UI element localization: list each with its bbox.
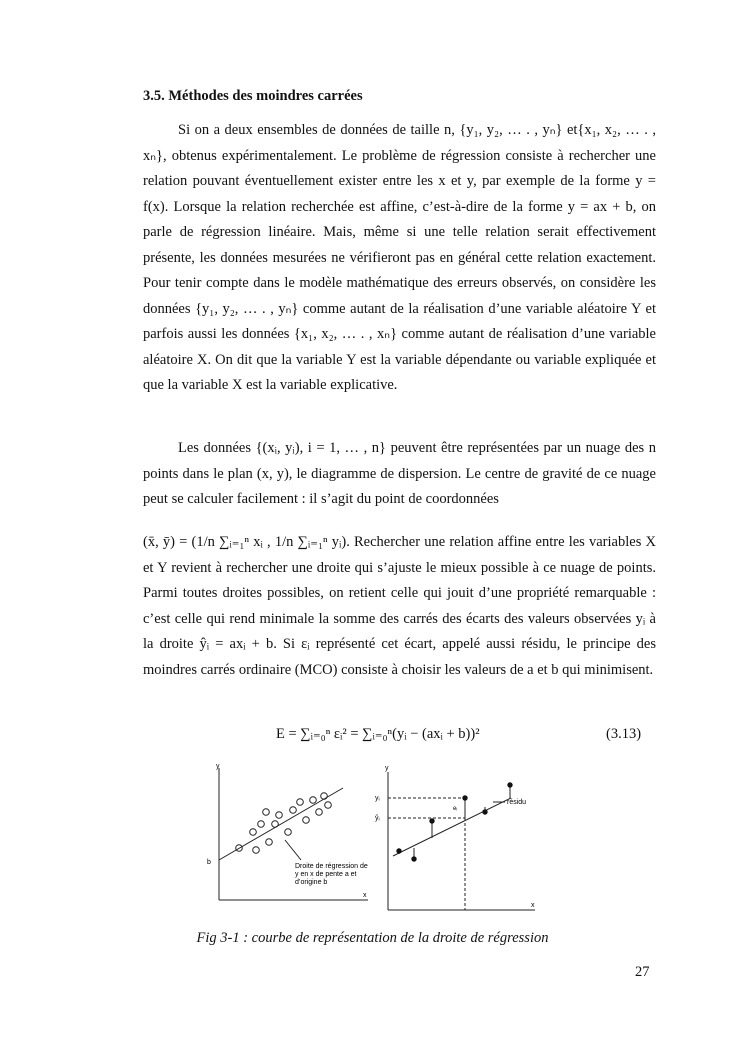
scatter-point: [297, 799, 304, 806]
right-y-label: y: [385, 765, 389, 772]
scatter-point: [285, 829, 292, 836]
yhat-label: ŷᵢ: [375, 815, 380, 822]
paragraph-scatter-plot: Les données {(xᵢ, yᵢ), i = 1, … , n} peuvent être représentées par un nuage des n points dans le plan (x, y), le diagramme de dispersion. Le centre de gravité de ce nuage peut se calculer facilement : il s’agit du point de coordonnées: [143, 440, 656, 507]
scatter-point: [272, 821, 279, 828]
regression-figure: [203, 760, 543, 920]
scatter-point: [303, 817, 310, 824]
scatter-point: [266, 839, 273, 846]
yi-label: yᵢ: [375, 795, 380, 802]
left-panel: [219, 768, 368, 900]
ei-label: eᵢ: [453, 806, 458, 812]
scatter-point: [276, 812, 283, 819]
right-x-label: x: [531, 902, 535, 909]
data-point: [429, 818, 434, 823]
data-point: [396, 848, 401, 853]
equation-number: (3.13): [606, 726, 642, 742]
paragraph-least-squares-intro: Si on a deux ensembles de données de taille n, {y₁, y₂, … . , yₙ} et{x₁, x₂, … . , xₙ}, obtenus expérimentalement. Le problème de régression consiste à rechercher une relation pouvant éventuellement exister entre les x et y, par exemple de la forme y = f(x). Lorsque la relation recherchée est affine, c’est-à-dire de la forme y = ax + b, on parle de régression linéaire. Mais, même si une telle relation serait effectivement présente, les données mesurées ne vérifieront pas en général cette relation exactement. Pour tenir compte dans le modèle mathématique des erreurs observés, on considère les données {y₁, y₂, … . , yₙ} comme autant de la réalisation d’une variable aléatoire Y et parfois aussi les données {x₁, x₂, … . , xₙ} comme autant de réalisation d’une variable aléatoire X. On dit que la variable Y est la variable dépendante ou variable expliquée et que la variable X est la variable explicative.: [143, 122, 656, 393]
scatter-point: [290, 807, 297, 814]
annotation-line-1: Droite de régression de: [295, 863, 368, 870]
residu-label: résidu: [507, 799, 527, 806]
left-x-label: x: [363, 892, 367, 899]
intercept-label: b: [207, 859, 211, 866]
right-regression-line: [393, 798, 511, 856]
scatter-point: [253, 847, 260, 854]
paragraph-center-of-gravity: (x̄, ȳ) = (1/n ∑ᵢ₌₁ⁿ xᵢ , 1/n ∑ᵢ₌₁ⁿ yᵢ). Rechercher une relation affine entre les variables X et Y revient à rechercher une droite qui s’ajuste le mieux possible à ce nuage de points. Parmi toutes droites possibles, on retient celle qui jouit d’une propriété remarquable : c’est celle qui rend minimale la somme des carrés des écarts des valeurs observées yᵢ à la droite ŷᵢ = axᵢ + b. Si εᵢ représenté cet écart, appelé aussi résidu, le principe des moindres carrés ordinaire (MCO) consiste à choisir les valeurs de a et b qui minimisent.: [143, 534, 656, 678]
annotation-line-3: d’origine b: [295, 879, 328, 886]
page-number: 27: [635, 964, 650, 980]
section-title: 3.5. Méthodes des moindres carrées: [143, 88, 363, 104]
equation-3-13: E = ∑ᵢ₌₀ⁿ εᵢ² = ∑ᵢ₌₀ⁿ(yᵢ − (axᵢ + b))²: [276, 726, 480, 742]
data-point: [462, 795, 467, 800]
data-point: [507, 782, 512, 787]
scatter-point: [250, 829, 257, 836]
scatter-point: [321, 793, 328, 800]
annotation-line-2: y en x de pente a et: [295, 871, 357, 878]
data-point: [482, 809, 487, 814]
data-point: [411, 856, 416, 861]
right-panel: [388, 772, 535, 910]
scatter-point: [310, 797, 317, 804]
scatter-point: [316, 809, 323, 816]
annotation-pointer: [285, 840, 301, 860]
left-y-label: y: [216, 763, 220, 770]
scatter-point: [263, 809, 270, 816]
scatter-point: [258, 821, 265, 828]
scatter-point: [325, 802, 332, 809]
figure-caption: Fig 3-1 : courbe de représentation de la droite de régression: [196, 930, 549, 946]
